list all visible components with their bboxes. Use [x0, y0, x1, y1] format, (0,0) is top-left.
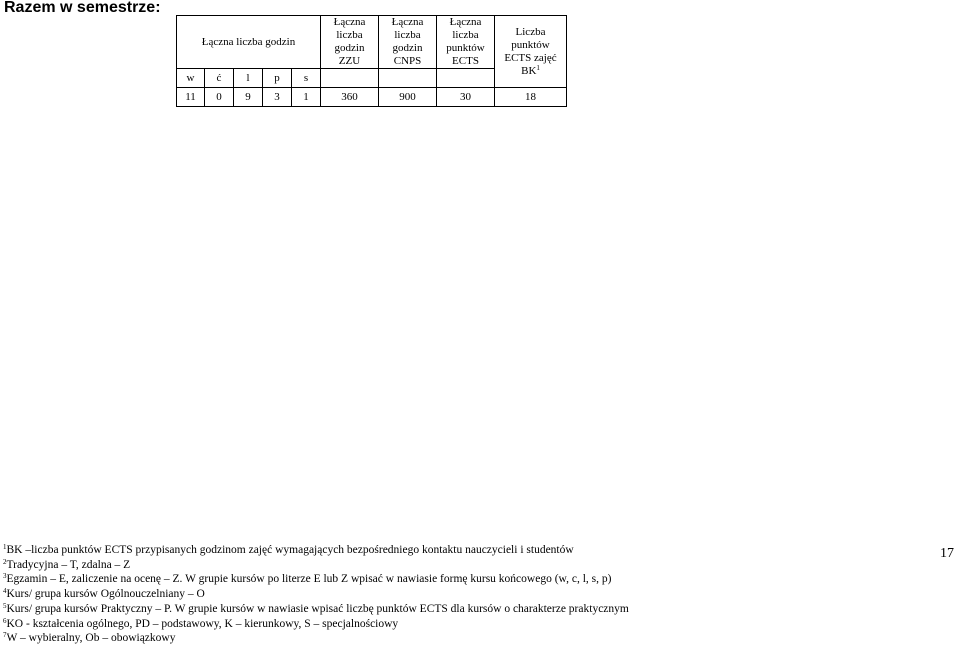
footnote: $^7$W – wybieralny, Ob – obowiązkowy [3, 631, 176, 645]
header-cnps: Łączna liczba godzin CNPS [379, 16, 437, 69]
value-cell: 1 [292, 88, 321, 107]
letter-cell: ć [205, 69, 234, 88]
empty-cell [379, 69, 437, 88]
footnotes [3, 543, 629, 646]
letter-cell: w [177, 69, 205, 88]
value-cell: 900 [379, 88, 437, 107]
value-cell: 9 [234, 88, 263, 107]
footnote: $^1$BK –liczba punktów ECTS przypisanych godzinom zajęć wymagających bezpośredniego kontaktu nauczycieli i studentów [3, 543, 574, 556]
footnote: $^4$Kurs/ grupa kursów Ogólnouczelniany – O [3, 587, 205, 601]
value-cell: 11 [177, 88, 205, 107]
header-ects: Łączna liczba punktów ECTS [437, 16, 495, 69]
footnote: $^2$Tradycyjna – T, zdalna – Z [3, 557, 131, 571]
empty-cell [321, 69, 379, 88]
footnote: $^5$Kurs/ grupa kursów Praktyczny – P. W grupie kursów w nawiasie wpisać liczbę punktów ECTS dla kursów o charakterze praktycznym [3, 601, 629, 615]
letter-cell: p [263, 69, 292, 88]
header-zzu: Łączna liczba godzin ZZU [321, 16, 379, 69]
header-total-hours: Łączna liczba godzin [177, 16, 321, 69]
footnote: $^3$Egzamin – E, zaliczenie na ocenę – Z. W grupie kursów po literze E lub Z wpisać w nawiasie formę kursu końcowego (w, c, l, s, p) [3, 572, 612, 586]
value-cell: 360 [321, 88, 379, 107]
value-cell: 0 [205, 88, 234, 107]
value-cell: 30 [437, 88, 495, 107]
letter-cell: s [292, 69, 321, 88]
letter-cell: l [234, 69, 263, 88]
empty-cell [437, 69, 495, 88]
header-bk: Liczba punktów ECTS zajęć $BK^1$ [495, 16, 567, 88]
page-title: Razem w semestrze: [4, 0, 161, 16]
footnote: $^6$KO - kształcenia ogólnego, PD – podstawowy, K – kierunkowy, S – specjalnościowy [3, 616, 399, 630]
value-cell: 18 [495, 88, 567, 107]
page-number: 17 [940, 546, 954, 561]
value-cell: 3 [263, 88, 292, 107]
semester-summary-table [176, 15, 567, 107]
